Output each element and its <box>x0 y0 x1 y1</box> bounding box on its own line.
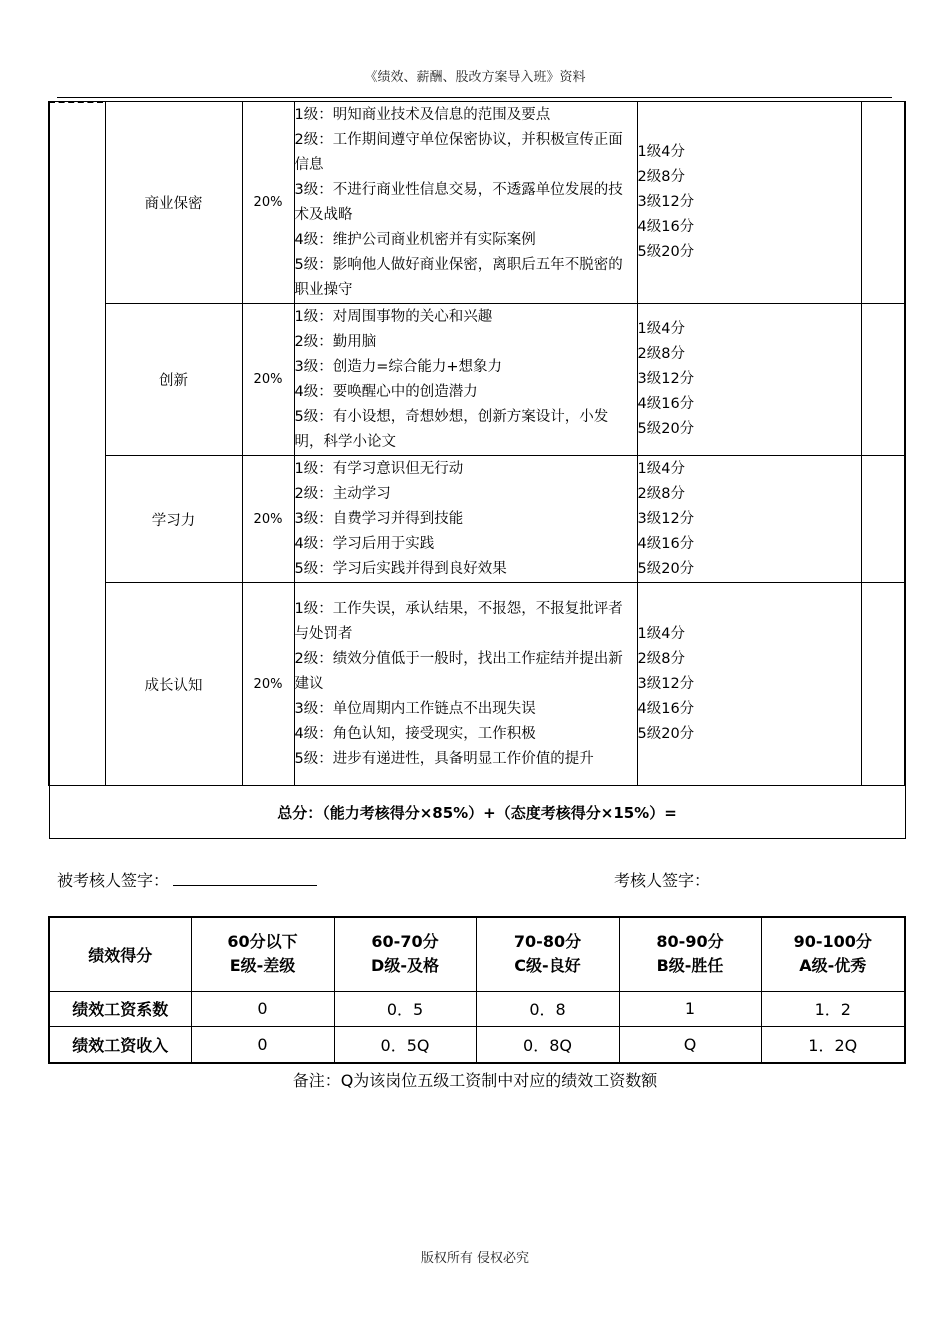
level-description: 1级：明知商业技术及信息的范围及要点 <box>294 106 551 123</box>
criterion-scores <box>637 456 861 583</box>
grade-range: 70-80分 <box>513 932 582 952</box>
criterion-name: 成长认知 <box>105 583 242 786</box>
coefficient-value: 1．2 <box>761 991 905 1026</box>
grade-header-cell <box>476 917 619 991</box>
attitude-assessment-table <box>48 101 906 839</box>
level-score: 4级16分 <box>637 396 695 412</box>
grade-level: B级-胜任 <box>656 956 724 976</box>
level-score: 1级4分 <box>637 460 685 477</box>
level-score: 3级12分 <box>637 371 695 387</box>
remark-note: 备注：Q为该岗位五级工资制中对应的绩效工资数额 <box>292 1071 658 1090</box>
level-description: 1级：对周围事物的关心和兴趣 <box>294 308 493 325</box>
grade-header-cell <box>761 917 905 991</box>
grade-level: E级-差级 <box>229 956 296 976</box>
level-score: 5级20分 <box>637 421 695 437</box>
criterion-row <box>49 102 905 304</box>
assessee-signature <box>57 868 317 891</box>
grade-header-cell <box>191 917 334 991</box>
criterion-levels <box>294 304 637 456</box>
level-score: 2级8分 <box>637 346 685 362</box>
level-description: 3级：自费学习并得到技能 <box>294 510 464 527</box>
level-description: 4级：角色认知，接受现实，工作积极 <box>294 725 536 742</box>
row-label: 绩效工资系数 <box>49 991 191 1026</box>
header-divider <box>57 97 892 98</box>
level-score: 1级4分 <box>637 144 685 160</box>
criterion-name: 商业保密 <box>105 102 242 304</box>
coefficient-row <box>49 991 905 1026</box>
income-value: Q <box>619 1026 761 1063</box>
criterion-scores <box>637 102 861 304</box>
row-label: 绩效工资收入 <box>49 1026 191 1063</box>
level-score: 2级8分 <box>637 169 685 185</box>
level-description: 2级：绩效分值低于一般时，找出工作症结并提出新建议 <box>294 650 623 692</box>
criterion-name: 学习力 <box>105 456 242 583</box>
level-description: 1级：有学习意识但无行动 <box>294 460 464 477</box>
assessor-signature <box>614 868 710 891</box>
grade-level: C级-良好 <box>514 956 581 976</box>
criterion-weight: 20% <box>242 583 294 786</box>
coefficient-value: 1 <box>619 991 761 1026</box>
dashed-corner-mark <box>49 101 103 103</box>
assessee-signature-label: 被考核人签字： <box>57 871 170 890</box>
document-header: 《绩效、薪酬、股改方案导入班》资料 <box>364 70 586 85</box>
level-score: 4级16分 <box>637 219 695 235</box>
level-description: 3级：创造力=综合能力+想象力 <box>294 358 503 375</box>
criterion-name: 创新 <box>105 304 242 456</box>
income-value: 0．8Q <box>476 1026 619 1063</box>
level-score: 5级20分 <box>637 560 695 577</box>
score-input-cell[interactable] <box>861 456 905 583</box>
coefficient-value: 0．5 <box>334 991 476 1026</box>
total-formula: 总分：（能力考核得分×85%）+（态度考核得分×15%）= <box>49 786 905 839</box>
income-row <box>49 1026 905 1063</box>
criterion-row <box>49 583 905 786</box>
criterion-scores <box>637 583 861 786</box>
level-description: 4级：维护公司商业机密并有实际案例 <box>294 231 536 248</box>
level-description: 3级：单位周期内工作链点不出现失误 <box>294 700 536 717</box>
score-input-cell[interactable] <box>861 304 905 456</box>
level-score: 3级12分 <box>637 194 695 210</box>
level-score: 2级8分 <box>637 485 685 502</box>
category-cell <box>49 102 105 786</box>
level-score: 1级4分 <box>637 321 685 337</box>
level-score: 4级16分 <box>637 700 695 717</box>
level-score: 3级12分 <box>637 675 695 692</box>
level-description: 5级：学习后实践并得到良好效果 <box>294 560 507 577</box>
level-description: 4级：要唤醒心中的创造潜力 <box>294 383 478 400</box>
level-score: 2级8分 <box>637 650 685 667</box>
level-description: 1级：工作失误，承认结果，不报怨，不报复批评者与处罚者 <box>294 600 623 642</box>
total-row <box>49 786 905 839</box>
level-description: 2级：勤用脑 <box>294 333 377 350</box>
grade-level: A级-优秀 <box>799 956 867 976</box>
level-description: 4级：学习后用于实践 <box>294 535 435 552</box>
grade-header-row <box>49 917 905 991</box>
grade-level: D级-及格 <box>371 956 439 976</box>
grade-range: 60分以下 <box>227 932 298 952</box>
grade-header-label: 绩效得分 <box>49 917 191 991</box>
coefficient-value: 0．8 <box>476 991 619 1026</box>
grade-header-cell <box>619 917 761 991</box>
level-description: 3级：不进行商业性信息交易，不透露单位发展的技术及战略 <box>294 181 623 223</box>
grade-table <box>48 916 906 1064</box>
criterion-scores <box>637 304 861 456</box>
criterion-row <box>49 304 905 456</box>
level-description: 2级：工作期间遵守单位保密协议，并积极宣传正面信息 <box>294 131 623 173</box>
assessor-signature-label: 考核人签字： <box>614 871 711 890</box>
income-value: 0 <box>191 1026 334 1063</box>
criterion-row <box>49 456 905 583</box>
score-input-cell[interactable] <box>861 102 905 304</box>
level-score: 5级20分 <box>637 244 695 260</box>
grade-range: 60-70分 <box>371 932 439 952</box>
criterion-weight: 20% <box>242 102 294 304</box>
grade-range: 80-90分 <box>656 932 724 952</box>
level-description: 5级：进步有递进性，具备明显工作价值的提升 <box>294 750 594 767</box>
level-score: 5级20分 <box>637 725 695 742</box>
level-description: 2级：主动学习 <box>294 485 391 502</box>
grade-range: 90-100分 <box>793 932 872 952</box>
score-input-cell[interactable] <box>861 583 905 786</box>
level-description: 5级：影响他人做好商业保密，离职后五年不脱密的职业操守 <box>294 256 623 298</box>
assessee-signature-line[interactable] <box>173 871 317 886</box>
criterion-weight: 20% <box>242 304 294 456</box>
level-score: 1级4分 <box>637 625 685 642</box>
level-description: 5级：有小设想，奇想妙想，创新方案设计，小发明，科学小论文 <box>294 408 609 450</box>
coefficient-value: 0 <box>191 991 334 1026</box>
criterion-levels <box>294 102 637 304</box>
criterion-weight: 20% <box>242 456 294 583</box>
criterion-levels <box>294 583 637 786</box>
level-score: 4级16分 <box>637 535 695 552</box>
criterion-levels <box>294 456 637 583</box>
income-value: 0．5Q <box>334 1026 476 1063</box>
income-value: 1．2Q <box>761 1026 905 1063</box>
grade-header-cell <box>334 917 476 991</box>
level-score: 3级12分 <box>637 510 695 527</box>
copyright-footer: 版权所有 侵权必究 <box>420 1251 530 1266</box>
